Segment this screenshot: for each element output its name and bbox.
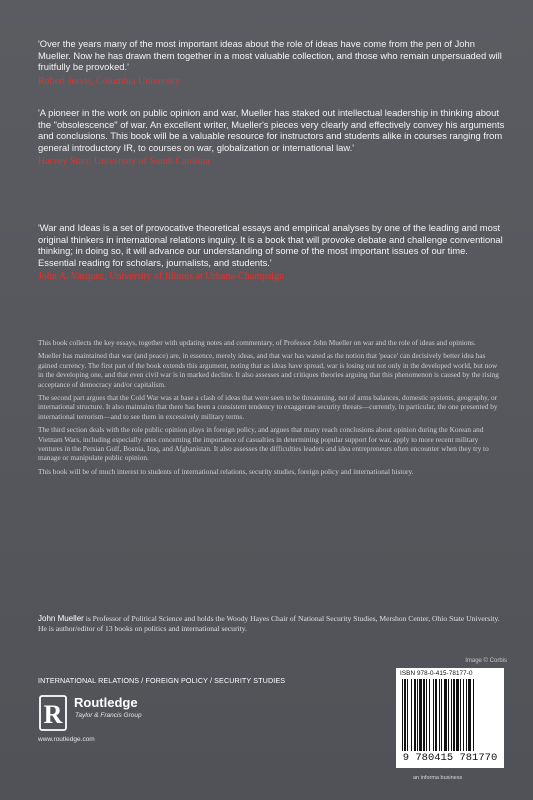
- endorsement-quote: 'A pioneer in the work on public opinion and war, Mueller has staked out intellectual leadership in thinking about the "obsolescence" of war. An excellent writer, Mueller's pieces very clearly and effectively convey his arguments and conclusions. This book will be a valuable resource for instructors and students alike in courses ranging from general introductory IR, to courses on war, globalization or international law.': [38, 107, 505, 153]
- barcode-icon: [402, 679, 498, 751]
- publisher-name: Routledge: [74, 695, 138, 710]
- endorsement-3: [38, 222, 508, 283]
- author-bio-text: is Professor of Political Science and holds the Woody Hayes Chair of National Security Studies, Mershon Center, Ohio State University. He is author/editor of 13 books on politics and international security.: [38, 614, 500, 633]
- description-paragraph: This book will be of much interest to students of international relations, security studies, foreign policy and international history.: [38, 466, 414, 476]
- book-description: [38, 338, 504, 480]
- subject-categories: INTERNATIONAL RELATIONS / FOREIGN POLICY / SECURITY STUDIES: [38, 676, 286, 685]
- publisher-url[interactable]: www.routledge.com: [38, 736, 95, 743]
- image-credit: Image © Corbis: [465, 658, 507, 664]
- endorsement-1: [38, 38, 508, 88]
- svg-text:R: R: [43, 700, 63, 729]
- endorsement-attribution: Robert Jervis, Columbia University: [38, 75, 181, 87]
- barcode-digits: 9 780415 781770: [402, 752, 498, 764]
- informa-mark: an informa business: [413, 775, 463, 781]
- publisher-block: [38, 692, 238, 752]
- author-name: John Mueller: [38, 614, 84, 623]
- endorsement-attribution: John A. Vasquez, University of Illinois at Urbana-Champaign: [38, 271, 285, 283]
- description-paragraph: Mueller has maintained that war (and peace) are, in essence, merely ideas, and that war has waned as the notion that 'peace' can decisively better idea has gained currency. The first part of the book extends this argument, noting that as ideas have spread, war is losing out not only in the developed world, but now in the developing one, and that even civil war is in marked decline. It also assesses and critiques theories arguing that this phenomenon is caused by the rising acceptance of democracy and/or capitalism.: [38, 351, 499, 389]
- isbn-label: ISBN 978-0-415-78177-0: [400, 670, 473, 677]
- description-paragraph: The second part argues that the Cold War was at base a clash of ideas that were seen to be threatening, not of arms balances, domestic systems, geography, or international structure. It also maintains that there has been a consistent tendency to exaggerate security threats—currently, in particular, the one presented by international terrorism—and to see them in excessively military terms.: [38, 393, 498, 421]
- endorsement-quote: 'War and Ideas is a set of provocative theoretical essays and empirical analyses by one of the leading and most original thinkers in international relations inquiry. It is a book that will provoke debate and challenge conventional thinking; in doing so, it will advance our understanding of some of the most important issues of our time. Essential reading for scholars, journalists, and students.': [38, 222, 503, 268]
- endorsement-2: [38, 107, 508, 168]
- routledge-logo-icon: [38, 694, 68, 732]
- description-paragraph: The third section deals with the role public opinion plays in foreign policy, and argues that many reach conclusions about opinion during the Korean and Vietnam Wars, including especially ones concerning the importance of casualties in determining popular support for war, apply to more recent military ventures in the Persian Gulf, Bosnia, Iraq, and Afghanistan. It also assesses the difficulties leaders and idea entrepreneurs often encounter when they try to manage or manipulate public opinion.: [38, 425, 489, 463]
- publisher-group: Taylor & Francis Group: [75, 712, 142, 719]
- description-paragraph: This book collects the key essays, together with updating notes and commentary, of Professor John Mueller on war and the role of ideas and opinions.: [38, 338, 476, 347]
- author-bio: [38, 614, 504, 634]
- endorsement-attribution: Harvey Starr, University of South Carolina: [38, 156, 210, 168]
- isbn-barcode-box: [396, 668, 504, 768]
- endorsement-quote: 'Over the years many of the most important ideas about the role of ideas have come from the pen of John Mueller. Now he has drawn them together in a most valuable collection, and those who remain unpersuaded will fruitfully be provoked.': [38, 38, 502, 73]
